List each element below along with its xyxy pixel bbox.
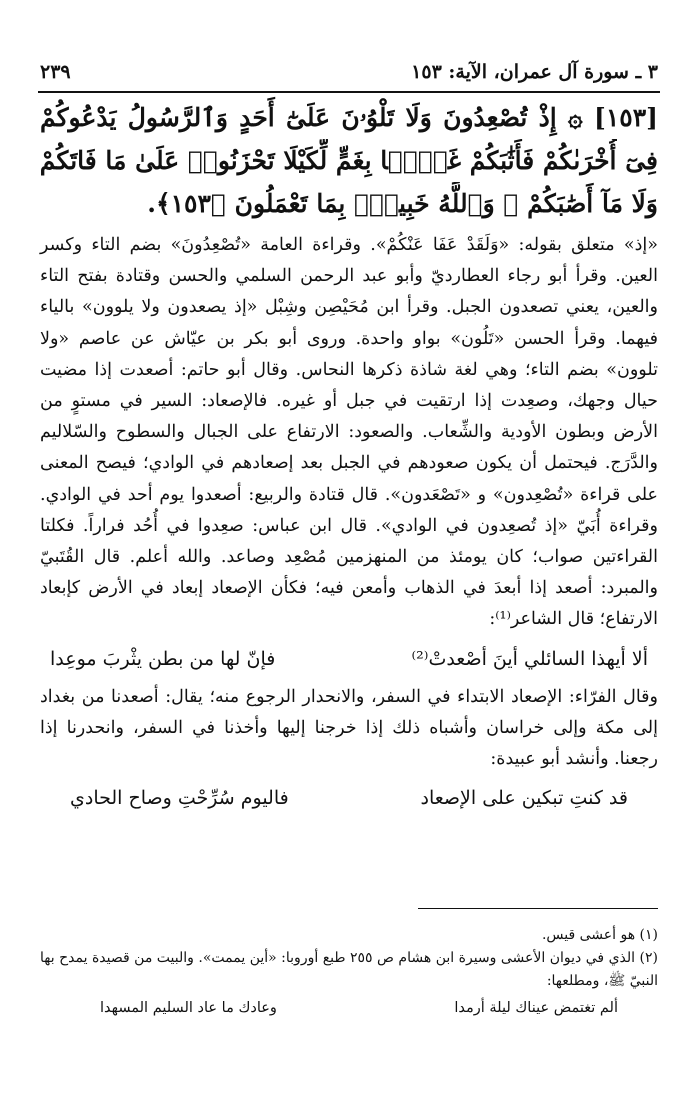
verse-line-2: فِىٓ أُخْرَىٰكُمْ فَأَثَٰبَكُمْ غَمًّۢا بِغَمٍّ لِّكَيْلَا تَحْزَنُوا۟ عَلَىٰ مَا فَاتَكُمْ bbox=[40, 146, 658, 175]
footnote-rule bbox=[418, 908, 658, 909]
verse-line-3: وَلَا مَآ أَصَٰبَكُمْ ۗ وَٱللَّهُ خَبِيرٌۢ بِمَا تَعْمَلُونَ ﴿١٥٣﴾. bbox=[147, 189, 658, 218]
footnotes bbox=[40, 924, 658, 1020]
quran-verse-block bbox=[40, 96, 658, 225]
footnote-poem bbox=[40, 997, 658, 1020]
running-header bbox=[40, 58, 658, 86]
poem-2-first-hemistich: قد كنتِ تبكين على الإصعاد bbox=[420, 787, 628, 810]
footnote-2: (٢) الذي في ديوان الأعشى وسيرة ابن هشام ص ٢٥٥ طبع أوروبا: «أين يممت». والبيت من قصيدة يمدح بها النبيّ ﷺ، ومطلعها: bbox=[40, 950, 658, 989]
footnote-1: (١) هو أعشى قيس. bbox=[541, 927, 658, 943]
poem-2-second-hemistich: فاليوم سُرِّحْتِ وصاح الحادي bbox=[70, 787, 289, 810]
footnote-poem-first-hemistich: ألم تغتمض عيناك ليلة أرمدا bbox=[454, 1000, 618, 1016]
chapter-title: ٣ ـ سورة آل عمران، الآية: ١٥٣ bbox=[411, 61, 658, 83]
commentary-body bbox=[40, 230, 658, 821]
page-number: ٢٣٩ bbox=[40, 61, 71, 83]
commentary-paragraph-2: وقال الفرّاء: الإصعاد الابتداء في السفر، والانحدار الرجوع منه؛ يقال: أصعدنا من بغداد إلى مكة وإلى خراسان وأشباه ذلك إذا خرجنا إليها وأخذنا في السفر، وانحدرنا إذا رجعنا. وأنشد أبو عبيدة: bbox=[40, 686, 658, 770]
poem-verse-2 bbox=[40, 775, 658, 821]
footnote-poem-second-hemistich: وعادك ما عاد السليم المسهدا bbox=[100, 1000, 277, 1016]
poem-verse-1 bbox=[40, 636, 658, 682]
commentary-paragraph-1: «إذ» متعلق بقوله: «وَلَقَدْ عَفَا عَنْكُمْ». وقراءة العامة «تُصْعِدُونَ» بضم التاء وكسر العين. وقرأ أبو رجاء العطارديّ وأبو عبد الرحمن السلمي والحسن وقتادة بفتح التاء والعين، يعني تصعدون الجبل. وقرأ ابن مُحَيْصِن وشِبْل «إذ يصعدون ولا يلوون» بالياء فيهما. وقرأ الحسن «تَلُون» بواو واحدة. وروى أبو بكر بن عيّاش عن عاصم «ولا تلوون» بضم التاء؛ وهي لغة شاذة ذكرها النحاس. وقال أبو حاتم: أصعدت إذا مضيت حيال وجهك، وصعِدت إذا ارتقيت في جبل أو غيره. فالإصعاد: السير في مستوٍ من الأرض وبطون الأودية والشِّعاب. والصعود: الارتفاع على الجبال والسطوح والسّلاليم والدَّرَج. فيحتمل أن يكون صعودهم في الجبل بعد إصعادهم في الوادي؛ فيصح المعنى على قراءة «تُصْعِدون» و «تَصْعَدون». قال قتادة والربيع: أصعدوا يوم أحد في الوادي. وقراءة أُبَيّ «إذ تُصعِدون في الوادي». قال ابن عباس: صعِدوا في أُحُد فراراً. فكلتا القراءتين صواب؛ كان يومئذ من المنهزمين مُصْعِد وصاعد. والله أعلم. قال القُتَبيّ والمبرد: أصعد إذا أبعدَ في الذهاب وأمعن فيه؛ فكأن الإصعاد إبعاد في الأرض كإبعاد الارتفاع؛ قال الشاعر⁽¹⁾: bbox=[40, 235, 658, 630]
header-rule bbox=[38, 91, 660, 93]
poem-1-second-hemistich: فإنّ لها من بطن يثْربَ موعِدا bbox=[50, 647, 276, 670]
poem-1-first-hemistich: ألا أيهذا السائلي أينَ أصْعدتْ⁽²⁾ bbox=[411, 647, 648, 670]
verse-line-1: [١٥٣] ۞ إِذْ تُصْعِدُونَ وَلَا تَلْوُۥنَ عَلَىٰٓ أَحَدٍ وَٱلرَّسُولُ يَدْعُوكُمْ bbox=[40, 103, 658, 132]
